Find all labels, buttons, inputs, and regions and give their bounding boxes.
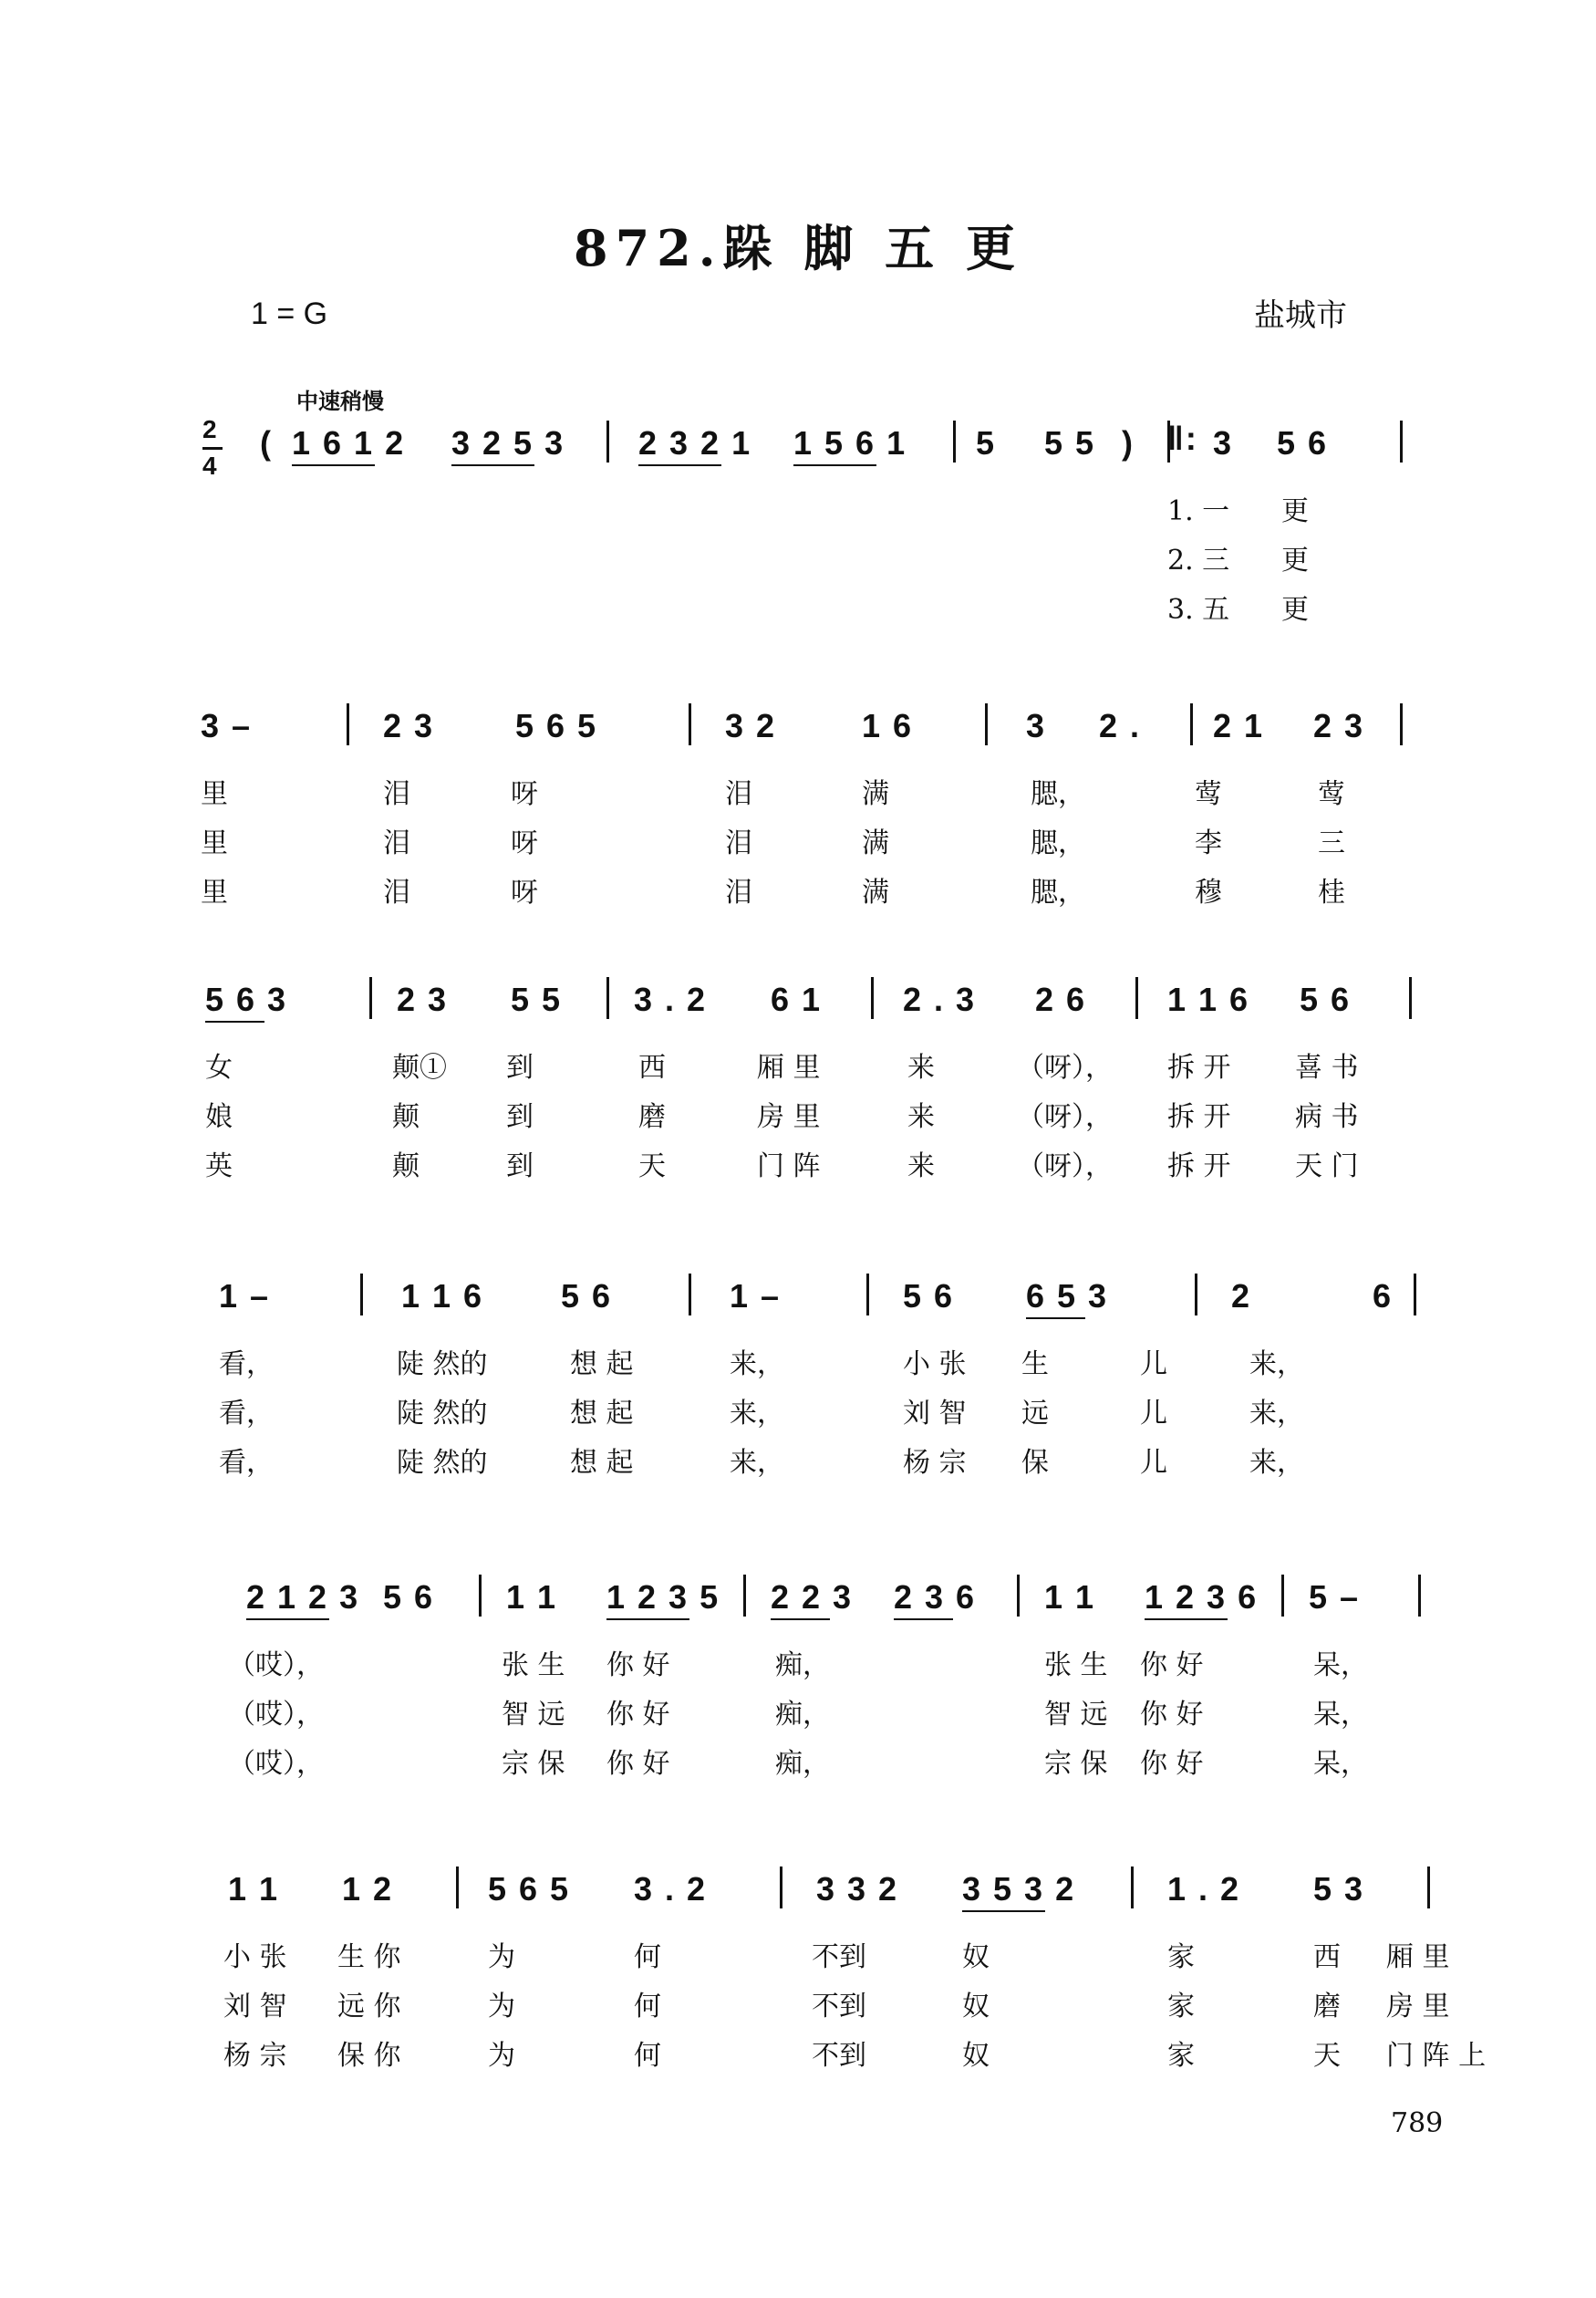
lyric-word: 小 张 [223,1941,287,1973]
lyric-word: 莺 [1318,778,1345,810]
lyric-word: 想 起 [570,1447,634,1479]
lyric-word: 刘 智 [223,1991,287,2022]
page-number: 789 [1391,2107,1444,2139]
bar-line [1409,977,1412,1019]
repeat-sign: ‖: [1167,420,1198,457]
lyric-word: 泪 [383,778,410,810]
note-group: 1 . 2 [1167,1870,1241,1908]
bar-line [347,703,349,745]
note-group: 6 1 [771,981,823,1018]
bar-line [866,1274,869,1315]
lyric-word: 奴 [962,2040,990,2072]
bar-line [1400,421,1403,463]
note-group: 3 5 3 2 [962,1870,1076,1908]
lyric-word: 看， [219,1348,274,1380]
note-group: 5 6 5 [488,1870,571,1908]
lyric-word: 张 生 [1044,1649,1108,1681]
lyric-word: 女 [205,1052,233,1084]
lyric-word: 拆 开 [1167,1052,1231,1084]
lyric-word: 小 张 [903,1348,967,1380]
bar-line [369,977,372,1019]
beam-line [771,1618,830,1620]
bar-line [1418,1575,1421,1617]
lyric-word: 保 你 [337,2040,401,2072]
lyric-word: 泪 [725,827,752,859]
lyric-word: 颠① [392,1052,447,1084]
lyric-word: 陡 然的 [397,1398,488,1430]
time-signature-bottom: 4 [202,452,219,480]
lyric-word: 何 [634,2040,661,2072]
lyric-word: 陡 然的 [397,1447,488,1479]
lyric-word: 西 [638,1052,666,1084]
lyric-word: 呆， [1313,1748,1368,1780]
lyric-word: 腮， [1031,877,1085,909]
lyric-word: 颠 [392,1101,420,1133]
bar-line [1135,977,1138,1019]
lyric-word: 腮， [1031,778,1085,810]
beam-line [606,1618,689,1620]
note-group: 1 2 3 6 [1145,1578,1259,1616]
lyric-word: 你 好 [1140,1699,1204,1731]
note-group: 2 6 [1035,981,1087,1018]
lyric-word: 想 起 [570,1398,634,1430]
note-group: ( [260,424,273,462]
lyric-word: 儿 [1140,1447,1167,1479]
lyric-word: 更 [1281,495,1309,527]
note-group: 5 6 [383,1578,435,1616]
note-group: 1 – [730,1277,782,1315]
note-group: 1 5 6 1 [793,424,907,462]
time-signature-rule [202,447,223,450]
lyric-word: 来， [730,1398,784,1430]
bar-line [743,1575,746,1617]
note-group: 3 – [201,707,253,744]
beam-line [246,1618,329,1620]
lyric-word: 为 [488,1991,515,2022]
lyric-word: 为 [488,1941,515,1973]
lyric-word: 你 好 [606,1748,670,1780]
beam-line [205,1021,264,1023]
bar-line [689,1274,691,1315]
lyric-word: 房 里 [1386,1991,1450,2022]
lyric-word: 来， [730,1348,784,1380]
lyric-word: 家 [1167,2040,1195,2072]
region-label: 盐城市 [1254,297,1347,334]
lyric-word: 奴 [962,1941,990,1973]
note-group: 1 1 6 [1167,981,1250,1018]
lyric-word: 三 [1318,827,1345,859]
beam-line [1145,1618,1228,1620]
lyric-word: 磨 [638,1101,666,1133]
lyric-word: 西 [1313,1941,1341,1973]
lyric-word: 宗 保 [502,1748,565,1780]
lyric-word: 拆 开 [1167,1150,1231,1182]
lyric-word: 门 阵 上 [1386,2040,1487,2072]
lyric-word: 你 好 [1140,1748,1204,1780]
bar-line [985,703,988,745]
note-group: 5 6 3 [205,981,288,1018]
note-group: 5 [976,424,997,462]
note-group: 2 3 [1313,707,1365,744]
bar-line [1281,1575,1284,1617]
lyric-word: 更 [1281,545,1309,577]
note-group: 2 3 6 [894,1578,977,1616]
beam-line [894,1618,953,1620]
note-group: 5 – [1309,1578,1361,1616]
lyric-word: 桂 [1318,877,1345,909]
lyric-word: 到 [506,1101,534,1133]
note-group: 5 5 [511,981,563,1018]
bar-line [1427,1866,1430,1908]
lyric-word: 不到 [812,1991,866,2022]
lyric-word: 来， [1249,1447,1304,1479]
bar-line [606,421,609,463]
time-signature-top: 2 [202,415,219,443]
lyric-word: 呆， [1313,1699,1368,1731]
lyric-word: 痴， [775,1649,830,1681]
lyric-word: （哎）， [228,1699,324,1731]
note-group: 1 1 6 [401,1277,484,1315]
lyric-word: 保 [1021,1447,1049,1479]
bar-line [360,1274,363,1315]
lyric-word: 娘 [205,1101,233,1133]
note-group: ) [1122,424,1135,462]
note-group: 5 3 [1313,1870,1365,1908]
note-group: 2 . [1099,707,1142,744]
note-group: 2 [1231,1277,1252,1315]
note-group: 5 6 [1300,981,1352,1018]
lyric-word: 更 [1281,594,1309,626]
lyric-word: 里 [201,877,228,909]
note-group: 5 6 [903,1277,955,1315]
lyric-word: 不到 [812,1941,866,1973]
lyric-word: 里 [201,778,228,810]
lyric-word: 何 [634,1941,661,1973]
lyric-word: 杨 宗 [903,1447,967,1479]
lyric-word: 天 [638,1150,666,1182]
lyric-word: 痴， [775,1748,830,1780]
lyric-word: （呀）， [1017,1101,1113,1133]
lyric-word: 看， [219,1398,274,1430]
bar-line [871,977,874,1019]
beam-line [292,464,375,466]
lyric-word: （哎）， [228,1748,324,1780]
note-group: 1 1 [1044,1578,1096,1616]
lyric-word: （哎）， [228,1649,324,1681]
note-group: 3 2 [725,707,777,744]
lyric-word: 你 好 [606,1699,670,1731]
note-group: 3 3 2 [816,1870,899,1908]
lyric-word: 3. 五 [1167,594,1230,626]
note-group: 3 [1026,707,1047,744]
bar-line [1017,1575,1020,1617]
lyric-word: 到 [506,1052,534,1084]
lyric-word: 宗 保 [1044,1748,1108,1780]
note-group: 2 1 2 3 [246,1578,360,1616]
note-group: 1 1 [228,1870,280,1908]
lyric-word: 智 远 [1044,1699,1108,1731]
note-group: 2 3 2 1 [638,424,752,462]
lyric-word: 来， [1249,1348,1304,1380]
bar-line [780,1866,782,1908]
page-title: 872.跺 脚 五 更 [574,219,1022,277]
lyric-word: 何 [634,1991,661,2022]
note-group: 1 2 [342,1870,394,1908]
lyric-word: 刘 智 [903,1398,967,1430]
lyric-word: 病 书 [1295,1101,1359,1133]
note-group: 2 . 3 [903,981,977,1018]
lyric-word: 泪 [725,778,752,810]
lyric-word: 痴， [775,1699,830,1731]
note-group: 3 . 2 [634,1870,708,1908]
lyric-word: 儿 [1140,1348,1167,1380]
lyric-word: 为 [488,2040,515,2072]
lyric-word: 家 [1167,1991,1195,2022]
bar-line [689,703,691,745]
lyric-word: 泪 [383,877,410,909]
note-group: 1 – [219,1277,271,1315]
note-group: 2 2 3 [771,1578,854,1616]
lyric-word: 来 [907,1052,935,1084]
lyric-word: 生 [1021,1348,1049,1380]
note-group: 1 2 3 5 [606,1578,720,1616]
lyric-word: 房 里 [757,1101,821,1133]
lyric-word: 穆 [1195,877,1222,909]
lyric-word: 呀 [511,877,538,909]
lyric-word: 远 你 [337,1991,401,2022]
lyric-word: 儿 [1140,1398,1167,1430]
lyric-word: 来 [907,1101,935,1133]
note-group: 1 1 [506,1578,558,1616]
bar-line [1414,1274,1416,1315]
note-group: 1 6 1 2 [292,424,406,462]
lyric-word: 杨 宗 [223,2040,287,2072]
beam-line [793,464,876,466]
lyric-word: 满 [862,778,889,810]
lyric-word: 李 [1195,827,1222,859]
lyric-word: 2. 三 [1167,545,1230,577]
lyric-word: 厢 里 [757,1052,821,1084]
lyric-word: 来， [730,1447,784,1479]
note-group: 2 3 [383,707,435,744]
bar-line [456,1866,459,1908]
tempo-marking: 中速稍慢 [296,390,384,414]
lyric-word: 陡 然的 [397,1348,488,1380]
lyric-word: 腮， [1031,827,1085,859]
lyric-word: 呆， [1313,1649,1368,1681]
bar-line [606,977,609,1019]
lyric-word: （呀）， [1017,1150,1113,1182]
lyric-word: 天 门 [1295,1150,1359,1182]
note-group: 5 6 [1277,424,1329,462]
beam-line [962,1910,1045,1912]
lyric-word: 不到 [812,2040,866,2072]
lyric-word: 来， [1249,1398,1304,1430]
lyric-word: 泪 [725,877,752,909]
note-group: 2 1 [1213,707,1265,744]
beam-line [451,464,534,466]
lyric-word: 英 [205,1150,233,1182]
lyric-word: 呀 [511,827,538,859]
note-group: 3 2 5 3 [451,424,565,462]
lyric-word: 你 好 [606,1649,670,1681]
key-signature: 1 = G [251,296,328,331]
lyric-word: 天 [1313,2040,1341,2072]
lyric-word: 生 你 [337,1941,401,1973]
lyric-word: 智 远 [502,1699,565,1731]
lyric-word: 家 [1167,1941,1195,1973]
lyric-word: 门 阵 [757,1150,821,1182]
lyric-word: 满 [862,877,889,909]
lyric-word: （呀）， [1017,1052,1113,1084]
lyric-word: 喜 书 [1295,1052,1359,1084]
lyric-word: 张 生 [502,1649,565,1681]
lyric-word: 拆 开 [1167,1101,1231,1133]
lyric-word: 来 [907,1150,935,1182]
bar-line [1400,703,1403,745]
note-group: 5 6 5 [515,707,598,744]
note-group: 5 6 [561,1277,613,1315]
lyric-word: 磨 [1313,1991,1341,2022]
beam-line [1026,1317,1085,1319]
lyric-word: 看， [219,1447,274,1479]
lyric-word: 莺 [1195,778,1222,810]
note-group: 3 [1213,424,1234,462]
note-group: 6 [1373,1277,1394,1315]
lyric-word: 满 [862,827,889,859]
lyric-word: 远 [1021,1398,1049,1430]
note-group: 1 6 [862,707,914,744]
lyric-word: 泪 [383,827,410,859]
note-group: 2 3 [397,981,449,1018]
lyric-word: 里 [201,827,228,859]
bar-line [1195,1274,1197,1315]
bar-line [479,1575,482,1617]
lyric-word: 奴 [962,1991,990,2022]
lyric-word: 到 [506,1150,534,1182]
note-group: 6 5 3 [1026,1277,1109,1315]
bar-line [1131,1866,1134,1908]
lyric-word: 1. 一 [1167,495,1230,527]
bar-line [953,421,956,463]
note-group: 5 5 [1044,424,1096,462]
lyric-word: 想 起 [570,1348,634,1380]
lyric-word: 呀 [511,778,538,810]
lyric-word: 你 好 [1140,1649,1204,1681]
lyric-word: 颠 [392,1150,420,1182]
beam-line [638,464,721,466]
note-group: 3 . 2 [634,981,708,1018]
bar-line [1190,703,1193,745]
lyric-word: 厢 里 [1386,1941,1450,1973]
